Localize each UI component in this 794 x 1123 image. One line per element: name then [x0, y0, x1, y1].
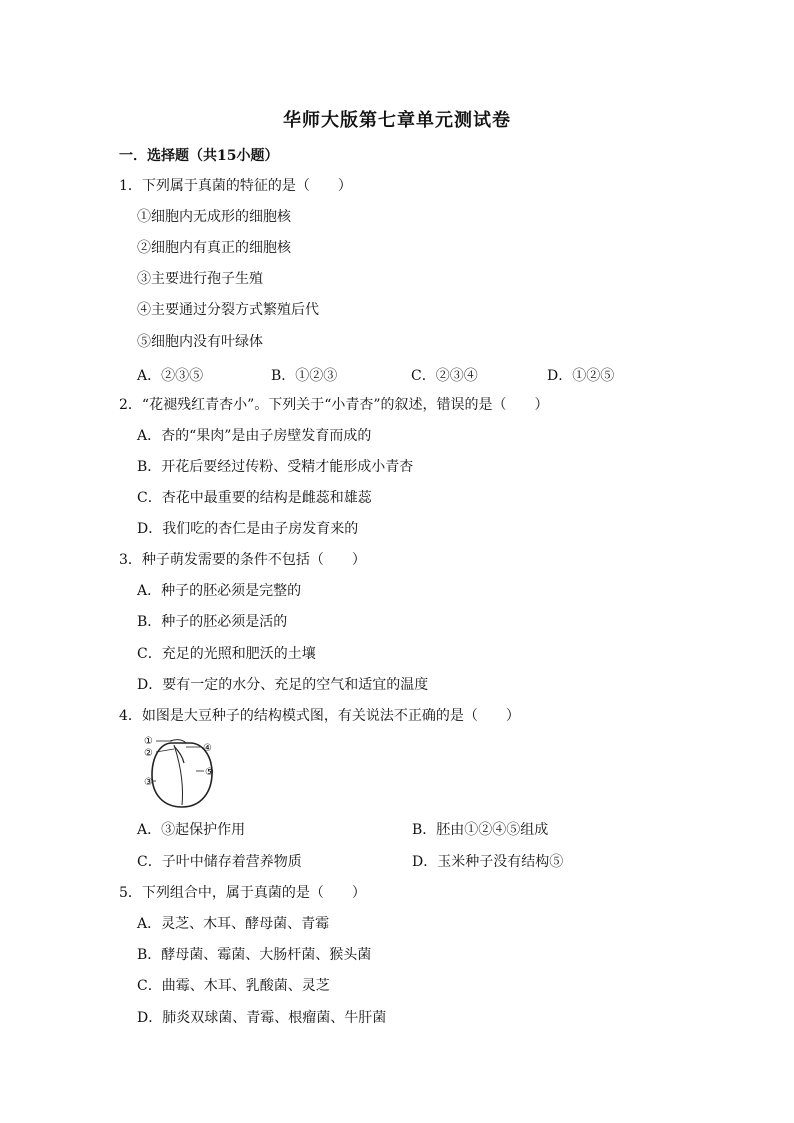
question-2-option-d[interactable]: D．我们吃的杏仁是由子房发育来的	[137, 521, 359, 537]
page-title: 华师大版第七章单元测试卷	[283, 110, 511, 131]
question-2-option-b[interactable]: B．开花后要经过传粉、受精才能形成小青杏	[137, 459, 414, 475]
question-5-option-b[interactable]: B．酵母菌、霉菌、大肠杆菌、猴头菌	[137, 947, 372, 963]
question-4-option-b[interactable]: B．胚由①②④⑤组成	[412, 822, 549, 838]
question-5-option-c[interactable]: C．曲霉、木耳、乳酸菌、灵芝	[137, 978, 330, 994]
question-2-stem: 2．“花褪残红青杏小”。下列关于“小青杏”的叙述，错误的是（ ）	[119, 397, 549, 413]
question-4-option-a[interactable]: A．③起保护作用	[137, 822, 246, 838]
question-1-stem: 1．下列属于真菌的特征的是（ ）	[119, 178, 352, 194]
question-1-statement: ①细胞内无成形的细胞核	[137, 209, 291, 225]
question-2-option-c[interactable]: C．杏花中最重要的结构是雌蕊和雄蕊	[137, 490, 372, 506]
question-4-option-c[interactable]: C．子叶中储存着营养物质	[137, 854, 302, 870]
question-3-option-c[interactable]: C．充足的光照和肥沃的土壤	[137, 646, 316, 662]
question-5-option-a[interactable]: A．灵芝、木耳、酵母菌、青霉	[137, 916, 330, 932]
question-3-option-d[interactable]: D．要有一定的水分、充足的空气和适宜的温度	[137, 677, 429, 693]
cotyledon-line	[174, 745, 183, 805]
figure-label-4: ④	[203, 743, 212, 754]
question-1-option-c[interactable]: C．②③④	[411, 368, 478, 384]
question-3-stem: 3．种子萌发需要的条件不包括（ ）	[119, 552, 366, 568]
question-4-option-d[interactable]: D．玉米种子没有结构⑤	[412, 854, 564, 870]
question-1-option-a[interactable]: A．②③⑤	[137, 368, 204, 384]
question-2-option-a[interactable]: A．杏的“果肉”是由子房壁发育而成的	[137, 428, 372, 444]
question-3-option-a[interactable]: A．种子的胚必须是完整的	[137, 583, 302, 599]
radicle-shape	[174, 746, 184, 763]
question-4-stem: 4．如图是大豆种子的结构模式图，有关说法不正确的是（ ）	[119, 708, 520, 724]
figure-label-5: ⑤	[205, 767, 214, 778]
question-1-statement: ④主要通过分裂方式繁殖后代	[137, 302, 319, 318]
section-heading: 一．选择题（共15小题）	[119, 148, 279, 164]
figure-label-1: ①	[144, 736, 153, 747]
question-3-option-b[interactable]: B．种子的胚必须是活的	[137, 614, 288, 630]
question-1-statement: ②细胞内有真正的细胞核	[137, 240, 291, 256]
figure-label-3: ③	[144, 777, 153, 788]
question-1-option-b[interactable]: B．①②③	[271, 368, 338, 384]
soybean-seed-diagram	[140, 733, 230, 813]
question-1-statement: ③主要进行孢子生殖	[137, 271, 263, 287]
question-5-option-d[interactable]: D．肺炎双球菌、青霉、根瘤菌、牛肝菌	[137, 1010, 387, 1026]
question-1-option-d[interactable]: D．①②⑤	[547, 368, 615, 384]
question-1-statement: ⑤细胞内没有叶绿体	[137, 334, 263, 350]
figure-label-2: ②	[144, 748, 153, 759]
question-5-stem: 5．下列组合中，属于真菌的是（ ）	[119, 885, 366, 901]
